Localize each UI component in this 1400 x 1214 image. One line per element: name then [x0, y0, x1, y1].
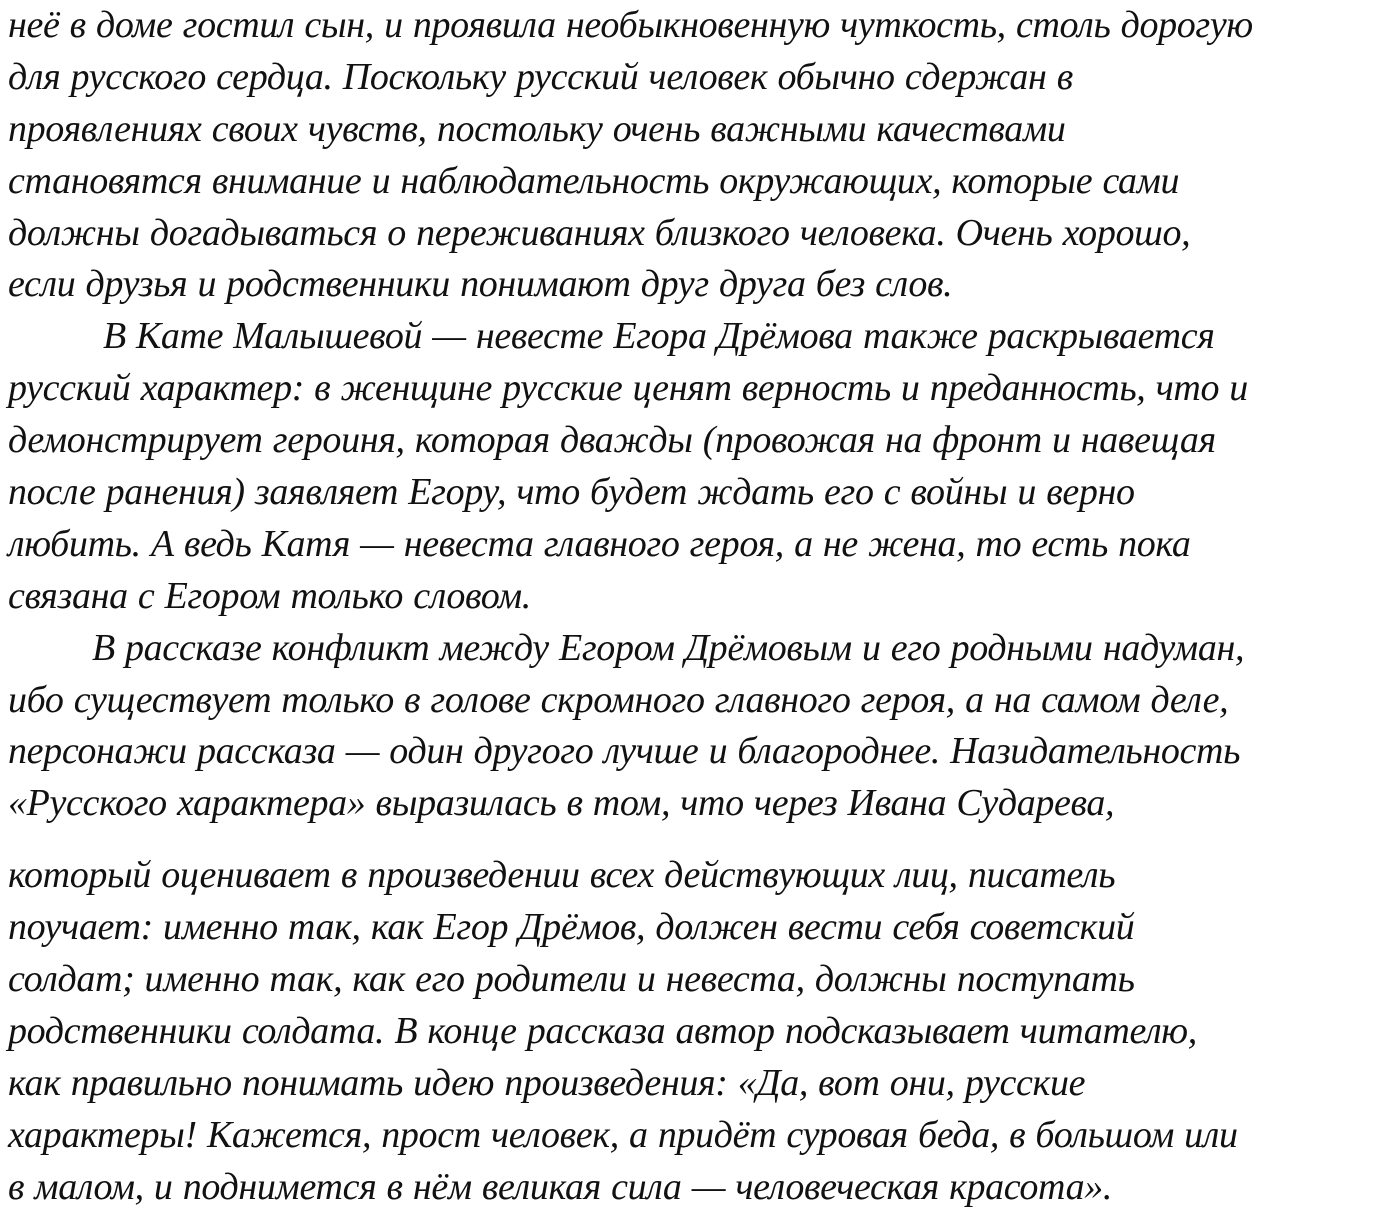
- text-line: неё в доме гостил сын, и проявила необыкновенную чуткость, столь дорогую: [8, 4, 1253, 46]
- text-line: становятся внимание и наблюдательность окружающих, которые сами: [8, 159, 1180, 202]
- text-line: должны догадываться о переживаниях близкого человека. Очень хорошо,: [8, 211, 1191, 254]
- text-line: В Кате Малышевой — невесте Егора Дрёмова также раскрывается: [103, 315, 1215, 358]
- text-line: русский характер: в женщине русские ценят верность и преданность, что и: [8, 367, 1248, 410]
- text-line: проявлениях своих чувств, постольку очень важными качествами: [8, 107, 1066, 150]
- text-line: если друзья и родственники понимают друг друга без слов.: [8, 263, 953, 306]
- text-line: после ранения) заявляет Егору, что будет ждать его с войны и верно: [8, 471, 1135, 514]
- paragraph-2: [8, 311, 1396, 622]
- text-line: персонажи рассказа — один другого лучше и благороднее. Назидательность: [8, 730, 1241, 773]
- paragraph-4: [8, 850, 1396, 1213]
- text-line: в малом, и поднимется в нём великая сила — человеческая красота».: [8, 1165, 1113, 1208]
- text-line: связана с Егором только словом.: [8, 574, 531, 617]
- text-line: поучает: именно так, как Егор Дрёмов, должен вести себя советский: [8, 906, 1135, 949]
- document-page: [8, 0, 1396, 1213]
- text-line: как правильно понимать идею произведения: «Да, вот они, русские: [8, 1061, 1086, 1104]
- text-line: для русского сердца. Поскольку русский человек обычно сдержан в: [8, 55, 1073, 98]
- text-line: солдат; именно так, как его родители и невеста, должны поступать: [8, 958, 1135, 1001]
- text-line: демонстрирует героиня, которая дважды (провожая на фронт и навещая: [8, 419, 1216, 462]
- text-line: который оценивает в произведении всех действующих лиц, писатель: [8, 854, 1116, 897]
- paragraph-3: [8, 623, 1396, 831]
- text-line: В рассказе конфликт между Егором Дрёмовым и его родными надуман,: [92, 626, 1245, 669]
- text-line: характеры! Кажется, прост человек, а придёт суровая беда, в большом или: [8, 1113, 1238, 1156]
- text-line: «Русского характера» выразилась в том, что через Ивана Сударева,: [8, 782, 1115, 825]
- text-line: любить. А ведь Катя — невеста главного героя, а не жена, то есть пока: [8, 522, 1191, 565]
- text-line: родственники солдата. В конце рассказа автор подсказывает читателю,: [8, 1009, 1197, 1052]
- page-break-gap: [8, 830, 1396, 850]
- text-line: ибо существует только в голове скромного главного героя, а на самом деле,: [8, 678, 1229, 721]
- paragraph-1: [8, 0, 1396, 311]
